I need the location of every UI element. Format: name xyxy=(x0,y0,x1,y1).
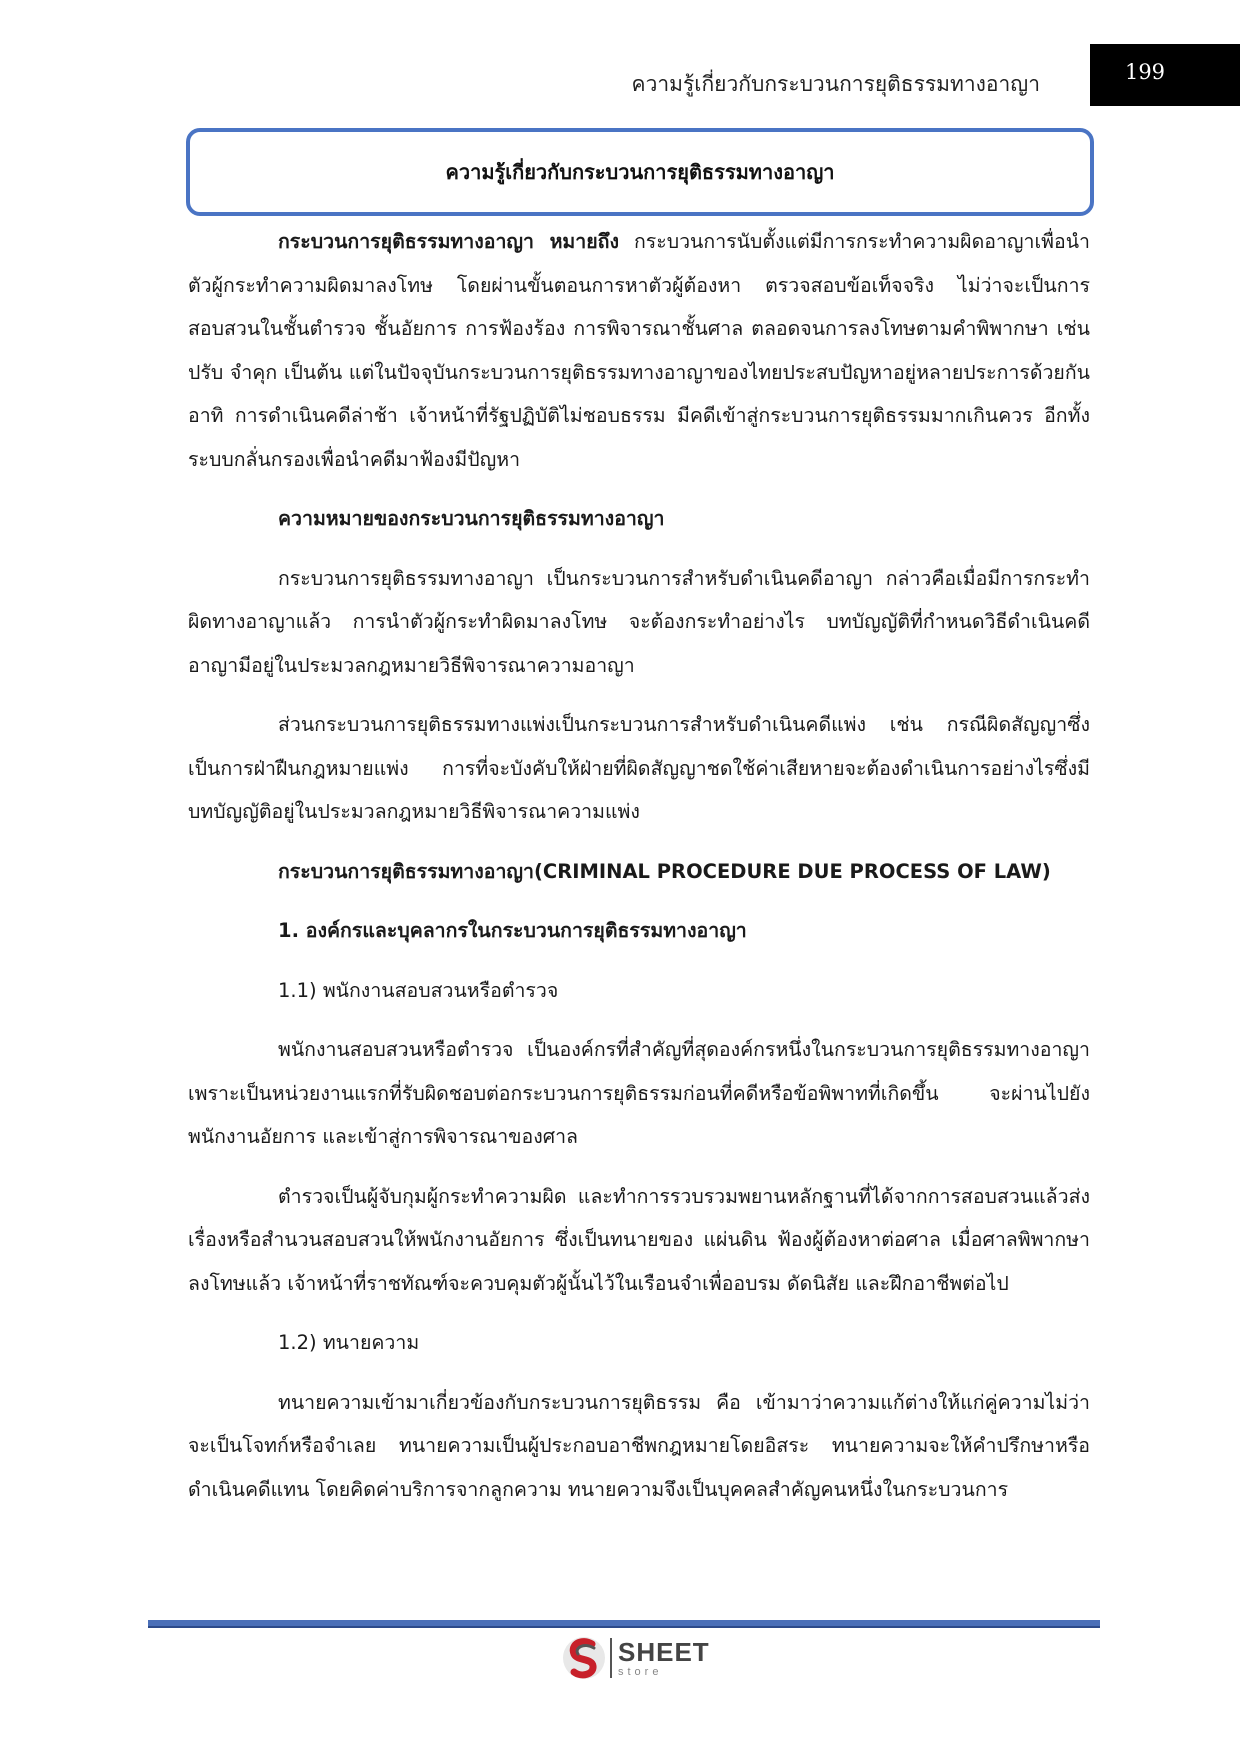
logo-name: SHEET xyxy=(618,1636,710,1667)
subheading-1-1: 1.1) พนักงานสอบสวนหรือตำรวจ xyxy=(278,978,559,1002)
heading-section-1: 1. องค์กรและบุคลากรในกระบวนการยุติธรรมทางอาญา xyxy=(278,919,747,942)
sheet-store-logo xyxy=(562,1632,710,1684)
paragraph-police-role: ตำรวจเป็นผู้จับกุมผู้กระทำความผิด และทำการรวบรวมพยานหลักฐานที่ได้จากการสอบสวนแล้วส่งเรื่องหรือสำนวนสอบสวนให้พนักงานอัยการ ซึ่งเป็นทนายของ แผ่นดิน ฟ้องผู้ต้องหาต่อศาล เมื่อศาลพิพากษาลงโทษแล้ว เจ้าหน้าที่ราชทัณฑ์จะควบคุมตัวผู้นั้นไว้ในเรือนจำเพื่ออบรม ดัดนิสัย และฝึกอาชีพต่อไป xyxy=(188,1184,1090,1295)
heading-procedure: กระบวนการยุติธรรมทางอาญา(CRIMINAL PROCEDURE DUE PROCESS OF LAW) xyxy=(278,859,1051,883)
sheet-logo-icon xyxy=(562,1632,606,1684)
page-number-box xyxy=(1090,44,1240,106)
document-body xyxy=(188,220,1090,1527)
definition-paragraph xyxy=(188,220,1090,481)
logo-separator xyxy=(610,1638,612,1678)
paragraph-lawyers: ทนายความเข้ามาเกี่ยวข้องกับกระบวนการยุติธรรม คือ เข้ามาว่าความแก้ต่างให้แก่คู่ความไม่ว่าจะเป็นโจทก์หรือจำเลย ทนายความเป็นผู้ประกอบอาชีพกฎหมายโดยอิสระ ทนายความจะให้คำปรึกษาหรือดำเนินคดีแทน โดยคิดค่าบริการจากลูกความ ทนายความจึงเป็นบุคคลสำคัญคนหนึ่งในกระบวนการ xyxy=(188,1390,1090,1501)
paragraph-civil-process: ส่วนกระบวนการยุติธรรมทางแพ่งเป็นกระบวนการสำหรับดำเนินคดีแพ่ง เช่น กรณีผิดสัญญาซึ่งเป็นการฝ่าฝืนกฎหมายแพ่ง การที่จะบังคับให้ฝ่ายที่ผิดสัญญาชดใช้ค่าเสียหายจะต้องดำเนินการอย่างไรซึ่งมีบทบัญญัติอยู่ในประมวลกฎหมายวิธีพิจารณาความแพ่ง xyxy=(188,713,1090,823)
subheading-1-2: 1.2) ทนายความ xyxy=(278,1331,420,1354)
heading-meaning: ความหมายของกระบวนการยุติธรรมทางอาญา xyxy=(278,507,665,530)
paragraph-investigators: พนักงานสอบสวนหรือตำรวจ เป็นองค์กรที่สำคัญที่สุดองค์กรหนึ่งในกระบวนการยุติธรรมทางอาญา เพราะเป็นหน่วยงานแรกที่รับผิดชอบต่อกระบวนการยุติธรรมก่อนที่คดีหรือข้อพิพาทที่เกิดขึ้น จะผ่านไปยังพนักงานอัยการ และเข้าสู่การพิจารณาของศาล xyxy=(188,1038,1090,1148)
definition-text: กระบวนการนับตั้งแต่มีการกระทำความผิดอาญาเพื่อนำตัวผู้กระทำความผิดมาลงโทษ โดยผ่านขั้นตอนการหาตัวผู้ต้องหา ตรวจสอบข้อเท็จจริง ไม่ว่าจะเป็นการสอบสวนในชั้นตำรวจ ชั้นอัยการ การฟ้องร้อง การพิจารณาชั้นศาล ตลอดจนการลงโทษตามคำพิพากษา เช่น ปรับ จำคุก เป็นต้น แต่ในปัจจุบันกระบวนการยุติธรรมทางอาญาของไทยประสบปัญหาอยู่หลายประการด้วยกัน อาทิ การดำเนินคดีล่าช้า เจ้าหน้าที่รัฐปฏิบัติไม่ชอบธรรม มีคดีเข้าสู่กระบวนการยุติธรรมมากเกินควร อีกทั้งระบบกลั่นกรองเพื่อนำคดีมาฟ้องมีปัญหา xyxy=(188,230,1091,471)
definition-lead: กระบวนการยุติธรรมทางอาญา หมายถึง xyxy=(278,230,619,253)
paragraph-criminal-process: กระบวนการยุติธรรมทางอาญา เป็นกระบวนการสำหรับดำเนินคดีอาญา กล่าวคือเมื่อมีการกระทำผิดทางอาญาแล้ว การนำตัวผู้กระทำผิดมาลงโทษ จะต้องกระทำอย่างไร บทบัญญัติที่กำหนดวิธีดำเนินคดีอาญามีอยู่ในประมวลกฎหมายวิธีพิจารณาความอาญา xyxy=(188,566,1090,677)
logo-subtitle: store xyxy=(618,1665,663,1678)
page-number: 199 xyxy=(1124,60,1166,84)
chapter-title: ความรู้เกี่ยวกับกระบวนการยุติธรรมทางอาญา xyxy=(445,160,835,184)
footer-rule xyxy=(148,1620,1100,1628)
logo-wordmark xyxy=(618,1636,710,1678)
chapter-title-box xyxy=(186,128,1094,216)
running-header-title: ความรู้เกี่ยวกับกระบวนการยุติธรรมทางอาญา xyxy=(631,72,1040,96)
